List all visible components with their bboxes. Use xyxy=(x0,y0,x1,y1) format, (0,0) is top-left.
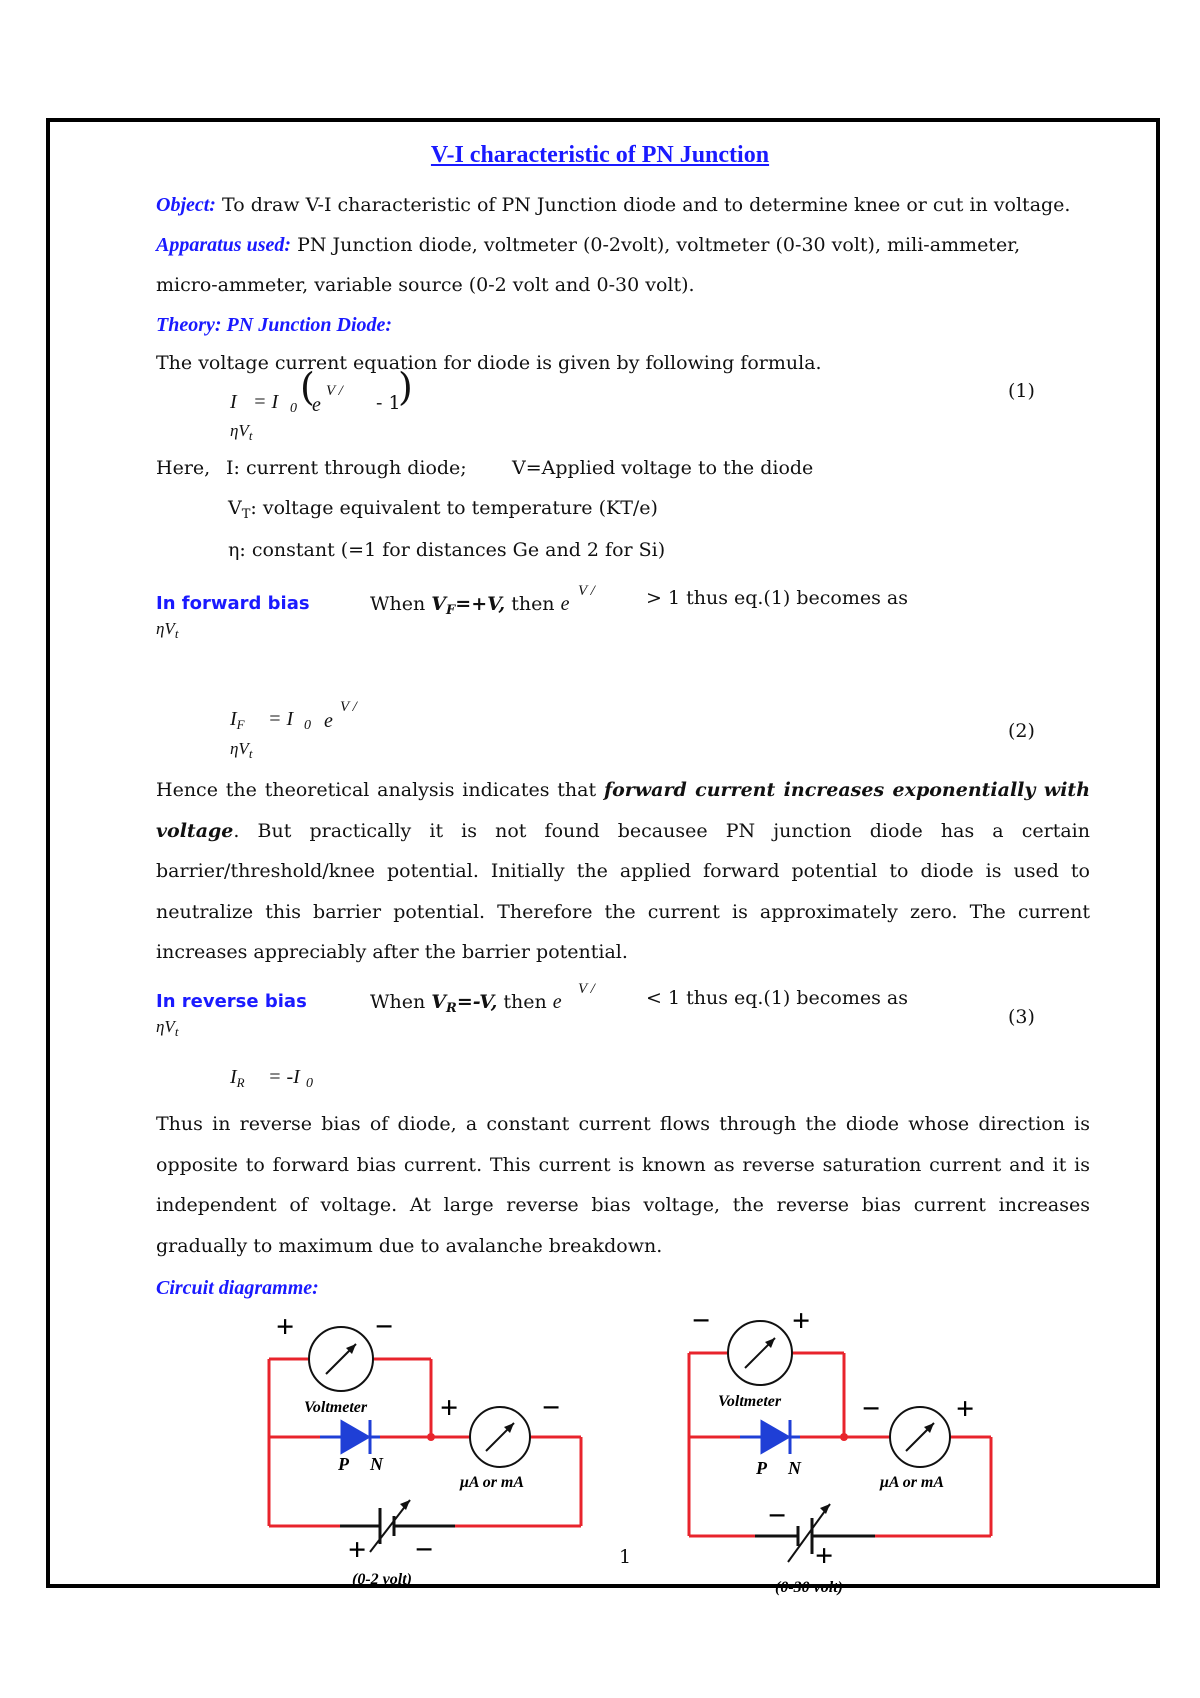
variable-arrow-head xyxy=(820,1504,830,1514)
here-eta-def: η: constant (=1 for distances Ge and 2 for Si) xyxy=(228,539,666,561)
voltmeter-label: Voltmeter xyxy=(718,1393,782,1410)
forward-e: e xyxy=(560,593,570,615)
reverse-e: e xyxy=(552,991,562,1013)
junction-dot xyxy=(427,1433,435,1441)
eq1-eq: = I xyxy=(253,391,279,413)
reverse-label: In reverse bias xyxy=(156,991,307,1012)
eq2-denom xyxy=(230,736,252,767)
ammeter-minus: − xyxy=(862,1390,881,1426)
eq1-zero: 0 xyxy=(290,401,297,416)
forward-then: then xyxy=(505,593,561,615)
apparatus-line-1 xyxy=(156,232,1020,258)
here-v-def: V=Applied voltage to the diode xyxy=(512,457,814,479)
eq1-denom-sub: t xyxy=(248,428,253,443)
eq2-denom-sub: t xyxy=(248,746,253,761)
page-number: 1 xyxy=(619,1546,632,1568)
ammeter-plus: + xyxy=(440,1389,459,1425)
voltmeter-minus: − xyxy=(692,1304,711,1338)
circuit-label: Circuit diagramme: xyxy=(156,1277,319,1299)
voltmeter-minus: − xyxy=(375,1312,394,1344)
eq2-rhs: = I xyxy=(268,708,294,730)
theory-intro: The voltage current equation for diode is given by following formula. xyxy=(156,352,822,374)
here-i-def: I: current through diode; xyxy=(226,457,467,479)
diode-icon xyxy=(762,1422,788,1452)
forward-denom-text: ηV xyxy=(156,619,175,638)
apparatus-line-2: micro-ammeter, variable source (0-2 volt and 0-30 volt). xyxy=(156,274,695,296)
forward-denom xyxy=(156,616,178,647)
p-label: P xyxy=(756,1458,767,1478)
theory-label: Theory: PN Junction Diode: xyxy=(156,314,393,336)
source-minus: − xyxy=(415,1531,434,1567)
para1-part-1: Hence the theoretical analysis indicates that xyxy=(156,779,604,801)
reverse-when-text: When xyxy=(370,991,432,1013)
eq2-e: e xyxy=(324,710,333,732)
eq2-number: (2) xyxy=(1008,720,1035,742)
source-minus: − xyxy=(768,1497,787,1533)
reverse-then: then xyxy=(497,991,553,1013)
eq2-denom-text: ηV xyxy=(230,739,249,758)
reverse-cond: < 1 thus eq.(1) becomes as xyxy=(646,987,909,1009)
ammeter-plus: + xyxy=(956,1390,975,1426)
para1-bold: forward current increases exponentially with voltage xyxy=(156,779,1091,842)
eq2-zero: 0 xyxy=(304,718,311,733)
here-prefix: Here, xyxy=(156,457,211,479)
eq3-rhs: = -I xyxy=(268,1066,300,1088)
source-label: (0-30 volt) xyxy=(775,1579,843,1596)
eq3-zero: 0 xyxy=(306,1076,313,1091)
forward-vf: V xyxy=(431,593,447,615)
reverse-denom-text: ηV xyxy=(156,1017,175,1036)
forward-explanation-paragraph xyxy=(156,770,1090,973)
vt-text: : voltage equivalent to temperature (KT/e) xyxy=(250,497,658,519)
reverse-explanation-paragraph: Thus in reverse bias of diode, a constant current flows through the diode whose direction is opposite to forward bias current. This current is known as reverse saturation current and it is independent of voltage. At large reverse bias voltage, the reverse bias current increases gradually to maximum due to avalanche breakdown. xyxy=(156,1113,1090,1257)
forward-label: In forward bias xyxy=(156,593,310,614)
eq1-minus: - 1 xyxy=(376,392,401,414)
apparatus-text-1: PN Junction diode, voltmeter (0-2volt), voltmeter (0-30 volt), mili-ammeter, xyxy=(291,234,1021,256)
source-label: (0-2 volt) xyxy=(352,1571,412,1588)
reverse-vr-rest: =-V, xyxy=(456,991,498,1013)
eq3-lhs-text: I xyxy=(230,1066,237,1088)
para1-part-2: . But practically it is not found becausee PN junction diode has a certain barrier/threshold/knee potential. Initially the applied forward potential to diode is used to neutralize this barrier potential. Therefore the current is approximately zero. The current increases appreciably after the barrier potential. xyxy=(156,819,1090,963)
here-vt-def xyxy=(228,495,658,528)
apparatus-label: Apparatus used: xyxy=(156,234,292,256)
reverse-bias-circuit xyxy=(680,1304,1000,1596)
eq3-lhs-sub: R xyxy=(236,1075,245,1090)
source-plus: + xyxy=(815,1537,834,1573)
eq1-number: (1) xyxy=(1008,380,1035,402)
eq2-lhs-text: I xyxy=(230,708,237,730)
eq1-denom xyxy=(230,418,252,449)
eq2-exp: V / xyxy=(340,699,357,715)
forward-exp: V / xyxy=(578,583,595,599)
reverse-exp: V / xyxy=(578,981,595,997)
junction-dot xyxy=(840,1433,848,1441)
forward-when-text: When xyxy=(370,593,432,615)
ammeter-label: μA or mA xyxy=(460,1474,525,1491)
forward-vf-rest: =+V, xyxy=(455,593,506,615)
eq2-lhs-sub: F xyxy=(236,717,245,732)
voltmeter-plus: + xyxy=(792,1304,811,1338)
p-label: P xyxy=(338,1454,349,1474)
reverse-denom-sub: t xyxy=(174,1024,179,1039)
object-label: Object: xyxy=(156,194,216,216)
forward-denom-sub: t xyxy=(174,626,179,641)
voltmeter-plus: + xyxy=(276,1312,295,1344)
forward-when xyxy=(370,591,569,624)
forward-cond: > 1 thus eq.(1) becomes as xyxy=(646,587,909,609)
source-plus: + xyxy=(348,1531,367,1567)
eq1-open-paren: ( xyxy=(300,365,315,409)
object-line xyxy=(156,192,1070,218)
voltmeter-label: Voltmeter xyxy=(304,1399,368,1416)
object-text: To draw V-I characteristic of PN Junction diode and to determine knee or cut in voltage. xyxy=(215,194,1071,216)
variable-arrow-head xyxy=(400,1500,410,1510)
forward-bias-circuit xyxy=(260,1312,590,1592)
ammeter-label: μA or mA xyxy=(880,1474,945,1491)
eq1-denom-text: ηV xyxy=(230,421,249,440)
reverse-vr: V xyxy=(431,991,447,1013)
vt-symbol: V xyxy=(228,497,242,519)
n-label: N xyxy=(788,1458,801,1478)
eq1-e: e xyxy=(312,394,321,416)
reverse-denom xyxy=(156,1014,178,1045)
eq3-lhs xyxy=(230,1064,245,1096)
page-title: V-I characteristic of PN Junction xyxy=(430,142,770,168)
diode-icon xyxy=(342,1422,368,1452)
eq1-lhs: I xyxy=(230,391,237,413)
vt-sub: T xyxy=(241,507,251,522)
forward-vf-sub: F xyxy=(446,603,456,618)
ammeter-minus: − xyxy=(542,1389,561,1425)
reverse-vr-sub: R xyxy=(446,1001,457,1016)
eq1-exp: V / xyxy=(326,383,343,399)
eq2-lhs xyxy=(230,706,245,738)
n-label: N xyxy=(370,1454,383,1474)
reverse-when xyxy=(370,989,562,1022)
eq3-number: (3) xyxy=(1008,1006,1035,1028)
eq1-close-paren: ) xyxy=(398,365,413,409)
